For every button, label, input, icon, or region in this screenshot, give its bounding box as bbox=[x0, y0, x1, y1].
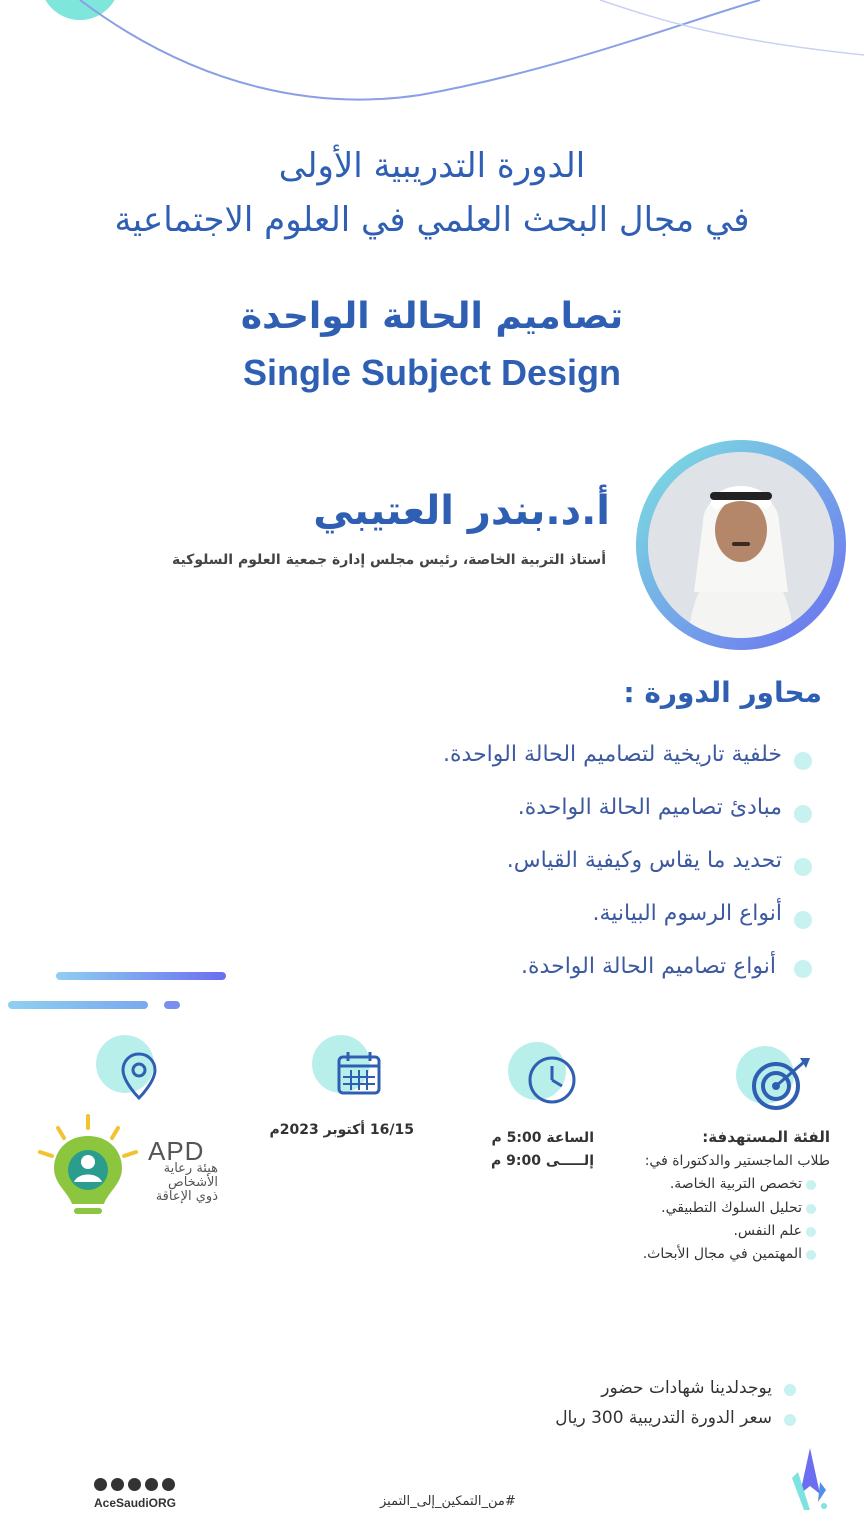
bullet-icon bbox=[806, 1250, 816, 1260]
axis-item-label: أنواع الرسوم البيانية. bbox=[592, 901, 782, 926]
target-heading: الفئة المستهدفة: bbox=[702, 1128, 830, 1146]
hashtag: #من_التمكين_إلى_التميز bbox=[380, 1494, 516, 1509]
apd-abbr: APD bbox=[148, 1136, 205, 1166]
target-item: تحليل السلوك التطبيقي. bbox=[661, 1200, 802, 1216]
apd-name bbox=[148, 1162, 218, 1204]
social-handle[interactable]: AceSaudiORG bbox=[94, 1496, 177, 1510]
certificates-note: يوجدلدينا شهادات حضور bbox=[601, 1378, 772, 1398]
axis-item-label: خلفية تاريخية لتصاميم الحالة الواحدة. bbox=[443, 742, 782, 767]
clock-icon bbox=[526, 1054, 578, 1106]
time-start: الساعة 5:00 م bbox=[491, 1130, 594, 1146]
speaker-photo bbox=[648, 452, 834, 638]
target-intro: طلاب الماجستير والدكتوراة في: bbox=[644, 1153, 830, 1169]
bullet-icon bbox=[806, 1180, 816, 1190]
axis-item-label: مبادئ تصاميم الحالة الواحدة. bbox=[517, 795, 782, 820]
speaker-name: أ.د.بندر العتيبي bbox=[313, 488, 610, 534]
facebook-icon[interactable] bbox=[128, 1478, 141, 1491]
twitter-icon[interactable] bbox=[94, 1478, 107, 1491]
target-icon bbox=[748, 1056, 812, 1112]
apd-logo-icon bbox=[36, 1112, 140, 1220]
apd-name-line: الأشخاص bbox=[168, 1175, 218, 1190]
bullet-icon bbox=[794, 858, 812, 876]
axis-item bbox=[443, 742, 782, 767]
bullet-icon bbox=[806, 1204, 816, 1214]
linkedin-icon[interactable] bbox=[162, 1478, 175, 1491]
decor-bar bbox=[8, 1001, 148, 1009]
brand-logo-icon bbox=[790, 1446, 830, 1512]
bullet-icon bbox=[784, 1384, 796, 1396]
calendar-icon bbox=[336, 1050, 382, 1096]
social-icons bbox=[94, 1478, 175, 1491]
target-item: المهتمين في مجال الأبحاث. bbox=[642, 1246, 802, 1262]
axis-item-label: تحديد ما يقاس وكيفية القياس. bbox=[506, 848, 782, 873]
decor-bar bbox=[164, 1001, 180, 1009]
decor-bar bbox=[56, 972, 226, 980]
bullet-icon bbox=[794, 911, 812, 929]
bullet-icon bbox=[794, 805, 812, 823]
bullet-icon bbox=[806, 1227, 816, 1237]
top-decoration bbox=[0, 0, 864, 120]
location-pin-icon bbox=[120, 1052, 158, 1102]
bullet-icon bbox=[784, 1414, 796, 1426]
speaker-role: أستاذ التربية الخاصة، رئيس مجلس إدارة جمعية العلوم السلوكية bbox=[171, 552, 606, 568]
axis-item bbox=[507, 848, 782, 873]
instagram-icon[interactable] bbox=[111, 1478, 124, 1491]
subtitle-arabic: تصاميم الحالة الواحدة bbox=[240, 296, 624, 337]
price-note: سعر الدورة التدريبية 300 ريال bbox=[555, 1408, 772, 1428]
title-line-2: في مجال البحث العلمي في العلوم الاجتماعية bbox=[114, 200, 750, 240]
target-item: تخصص التربية الخاصة. bbox=[669, 1176, 802, 1192]
course-axes-heading: محاور الدورة : bbox=[623, 676, 822, 709]
course-date: 16/15 أكتوبر 2023م bbox=[269, 1122, 414, 1138]
target-item: علم النفس. bbox=[733, 1223, 802, 1239]
bullet-icon bbox=[794, 960, 812, 978]
axis-item bbox=[592, 901, 782, 926]
apd-name-line: ذوي الإعاقة bbox=[155, 1189, 218, 1204]
apd-name-line: هيئة رعاية bbox=[163, 1161, 218, 1176]
axis-item bbox=[521, 954, 776, 979]
subtitle-english: Single Subject Design bbox=[242, 352, 622, 393]
bullet-icon bbox=[794, 752, 812, 770]
snapchat-icon[interactable] bbox=[145, 1478, 158, 1491]
time-end: إلـــــى 9:00 م bbox=[491, 1153, 594, 1169]
title-line-1: الدورة التدريبية الأولى bbox=[278, 146, 586, 186]
axis-item-label: أنواع تصاميم الحالة الواحدة. bbox=[521, 954, 776, 979]
axis-item bbox=[518, 795, 782, 820]
